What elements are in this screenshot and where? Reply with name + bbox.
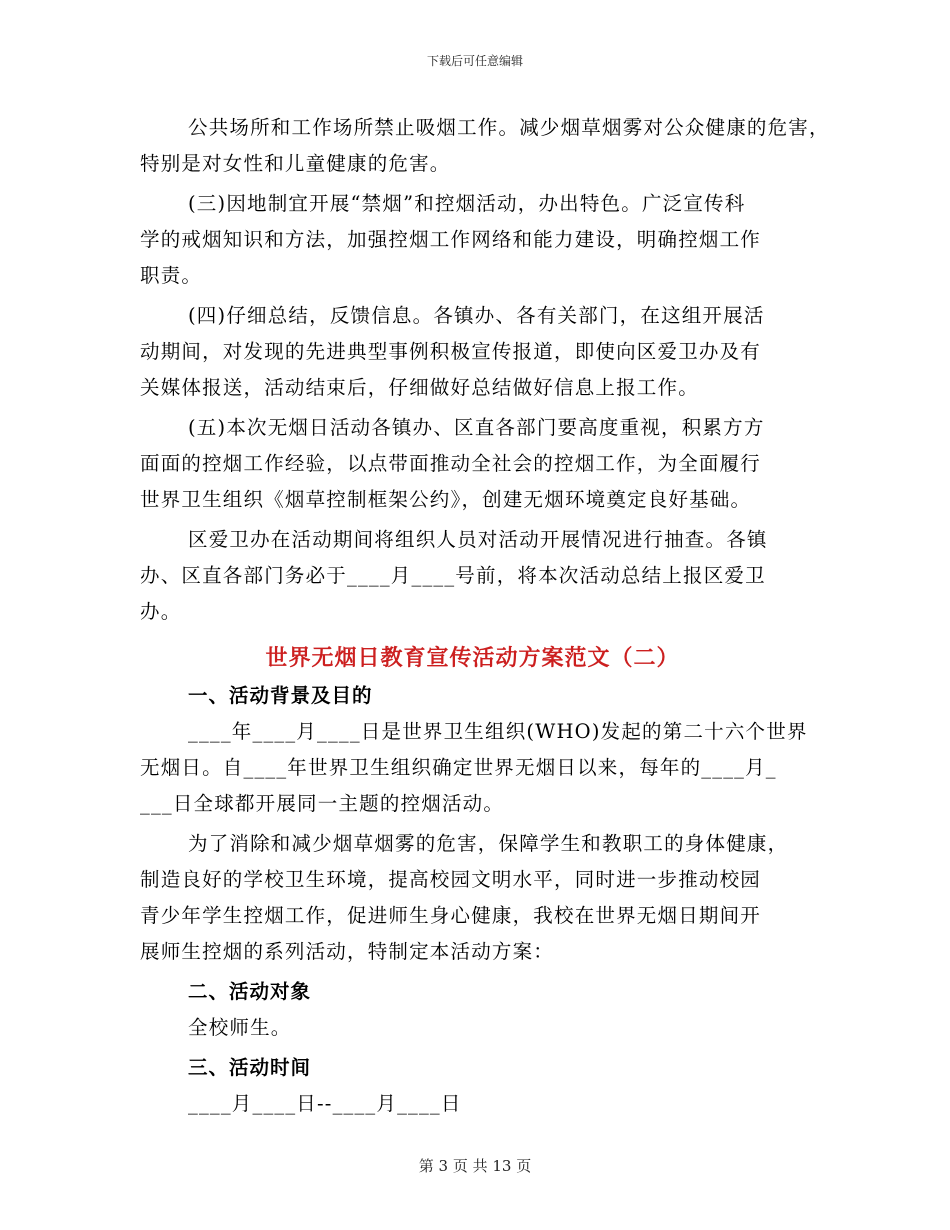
paragraph-line: 为了消除和减少烟草烟雾的危害，保障学生和教职工的身体健康， — [188, 832, 789, 855]
paragraph-line: 区爱卫办在活动期间将组织人员对活动开展情况进行抽查。各镇 — [188, 528, 768, 551]
paragraph-line: 无烟日。自____年世界卫生组织确定世界无烟日以来，每年的____月_ — [140, 756, 777, 779]
section-heading: 三、活动时间 — [188, 1056, 312, 1079]
paragraph — [140, 714, 808, 822]
paragraph-line: 办。 — [140, 600, 182, 623]
paragraph — [140, 186, 805, 294]
section-heading: 二、活动对象 — [188, 980, 312, 1003]
paragraph-line: 全校师生。 — [188, 1016, 292, 1039]
paragraph — [140, 1086, 805, 1122]
page-header-note: 下载后可任意编辑 — [426, 54, 523, 68]
paragraph — [140, 298, 805, 406]
paragraph-line: 学的戒烟知识和方法，加强控烟工作网络和能力建设，明确控烟工作 — [140, 228, 762, 251]
paragraph-line: ____月____日--____月____日 — [188, 1092, 462, 1115]
paragraph-line: 制造良好的学校卫生环境，提高校园文明水平，同时进一步推动校园 — [140, 868, 762, 891]
paragraph-line: 青少年学生控烟工作，促进师生身心健康，我校在世界无烟日期间开 — [140, 904, 762, 927]
paragraph-line: 职责。 — [140, 264, 203, 287]
paragraph — [140, 522, 805, 630]
paragraph-line: (四)仔细总结，反馈信息。各镇办、各有关部门，在这组开展活 — [188, 304, 765, 327]
paragraph-line: 办、区直各部门务必于____月____号前，将本次活动总结上报区爱卫 — [140, 564, 766, 587]
section-title: 世界无烟日教育宣传活动方案范文（二） — [265, 645, 680, 671]
section-heading: 一、活动背景及目的 — [188, 684, 373, 707]
document-body — [140, 110, 830, 1126]
paragraph-line: ____年____月____日是世界卫生组织(WHO)发起的第二十六个世界 — [188, 720, 808, 743]
paragraph-line: 面面的控烟工作经验，以点带面推动全社会的控烟工作，为全面履行 — [140, 452, 762, 475]
paragraph-line: 特别是对女性和儿童健康的危害。 — [140, 152, 451, 175]
paragraph — [140, 110, 830, 182]
paragraph-line: 展师生控烟的系列活动，特制定本活动方案： — [140, 940, 555, 963]
paragraph — [140, 1010, 805, 1046]
page-footer: 第 3 页 共 13 页 — [418, 1157, 532, 1175]
paragraph-line: (五)本次无烟日活动各镇办、区直各部门要高度重视，积累方方 — [188, 416, 765, 439]
paragraph-line: 关媒体报送，活动结束后，仔细做好总结做好信息上报工作。 — [140, 376, 699, 399]
paragraph-line: 公共场所和工作场所禁止吸烟工作。减少烟草烟雾对公众健康的危害， — [188, 116, 830, 139]
paragraph — [140, 410, 805, 518]
paragraph-line: ___日全球都开展同一主题的控烟活动。 — [140, 792, 505, 815]
paragraph — [140, 826, 805, 970]
paragraph-line: (三)因地制宜开展“禁烟”和控烟活动，办出特色。广泛宣传科 — [188, 192, 746, 215]
paragraph-line: 动期间，对发现的先进典型事例积极宣传报道，即使向区爱卫办及有 — [140, 340, 762, 363]
paragraph-line: 世界卫生组织《烟草控制框架公约》，创建无烟环境奠定良好基础。 — [140, 488, 752, 511]
